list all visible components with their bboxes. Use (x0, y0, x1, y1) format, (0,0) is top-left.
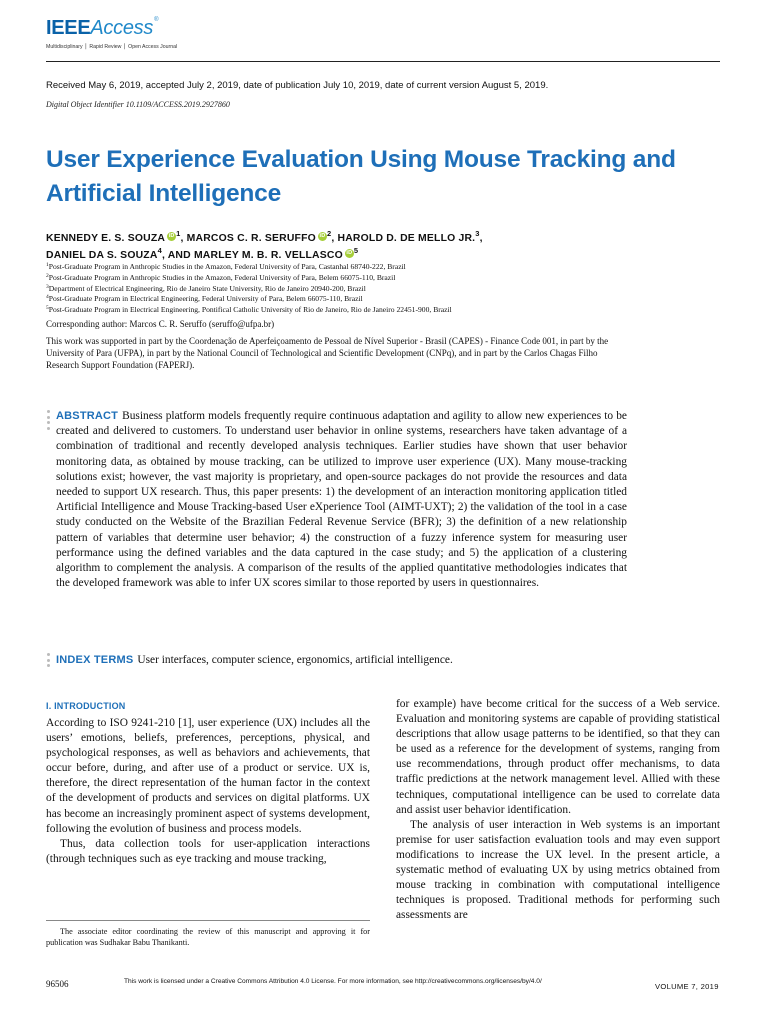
license-notice: This work is licensed under a Creative Commons Attribution 4.0 License. For more information, see http://creativecommons.org/licenses/by/4.0/ (124, 978, 542, 985)
intro-paragraph-2-continued: for example) have become critical for the success of a Web service. Evaluation and monitoring systems are capable of providing statistical descriptions that allow usage patterns to be identified, so that they can be used as a reference for the development of systems, ranging from use recommendations, through product offer mechanisms, to data traffic predictions at the network management level. Allied with these techniques, computational intelligence can be used to correlate data and assist user behavior identification. (396, 698, 720, 816)
orcid-icon[interactable]: iD (319, 233, 326, 239)
affiliation-item (46, 262, 726, 273)
page-number: 96506 (46, 979, 69, 989)
doi-line: Digital Object Identifier 10.1109/ACCESS.2019.2927860 (46, 100, 230, 109)
abstract (56, 409, 627, 591)
affiliation-number: 4 (46, 294, 49, 301)
affiliation-number: 2 (46, 272, 49, 279)
author-name: HAROLD D. DE MELLO JR. (337, 233, 476, 244)
orcid-icon[interactable]: iD (346, 250, 353, 256)
affiliation-text: Post-Graduate Program in Anthropic Studies in the Amazon, Federal University of Para, Belem 66075-110, Brazil (48, 272, 396, 282)
affiliation-text: Post-Graduate Program in Anthropic Studies in the Amazon, Federal University of Para, Castanhal 68740-222, Brazil (48, 262, 406, 271)
affiliation-item (46, 305, 726, 316)
index-terms-marker-icon (47, 653, 50, 670)
affiliation-text: Post-Graduate Program in Electrical Engineering, Federal University of Para, Belem 66075-110, Brazil (48, 294, 363, 304)
affiliation-number: 1 (46, 262, 49, 268)
footnote-divider (46, 920, 370, 921)
affiliation-text: Post-Graduate Program in Electrical Engineering, Pontifical Catholic University of Rio de Janeiro, Rio de Janeiro 22451-900, Brazil (48, 305, 452, 315)
author-name: KENNEDY E. S. SOUZA (46, 233, 166, 244)
index-terms-label: INDEX TERMS (56, 654, 134, 666)
logo-ieee-text: IEEE (46, 17, 91, 39)
index-terms (56, 653, 656, 668)
orcid-icon[interactable]: iD (168, 233, 175, 239)
volume-label: VOLUME 7, 2019 (655, 982, 719, 991)
author-affiliation-marker: 4 (157, 246, 162, 255)
affiliation-number: 5 (46, 305, 49, 312)
author-name: DANIEL DA S. SOUZA (46, 250, 158, 261)
logo-trademark: ® (154, 17, 159, 23)
received-dates: Received May 6, 2019, accepted July 2, 2019, date of publication July 10, 2019, date of current version August 5, 2019. (46, 80, 549, 91)
affiliation-item (46, 273, 726, 284)
logo-tagline: Multidisciplinary ⎪ Rapid Review ⎪ Open Access Journal (46, 44, 178, 50)
author-affiliation-marker: 3 (475, 229, 480, 238)
intro-paragraph-2: Thus, data collection tools for user-application interactions (through techniques such as eye tracking and mouse tracking, (46, 837, 370, 865)
abstract-marker-icon (47, 410, 50, 432)
intro-paragraph-3: The analysis of user interaction in Web systems is an important premise for user satisfaction evaluation tools and may even support modifications to increase the UX level. In the present article, a systematic method of evaluating UX by using metrics obtained from mouse tracking in combination with computational intelligence techniques is proposed. Traditional methods for performing such assessments are (396, 818, 720, 922)
author-separator: , (331, 233, 338, 244)
author-separator: , (180, 233, 187, 244)
affiliation-list (46, 262, 726, 316)
index-terms-text: User interfaces, computer science, ergonomics, artificial intelligence. (137, 654, 453, 666)
section-heading-introduction: I. INTRODUCTION (46, 701, 126, 711)
author-name: MARLEY M. B. R. VELLASCO (193, 250, 343, 261)
author-affiliation-marker: 1 (176, 229, 181, 238)
left-column (46, 716, 370, 867)
author-separator: , (479, 233, 483, 244)
author-affiliation-marker: 2 (326, 229, 332, 238)
abstract-label: ABSTRACT (56, 410, 119, 422)
paper-title: User Experience Evaluation Using Mouse Tracking and Artificial Intelligence (46, 146, 676, 207)
funding-statement: This work was supported in part by the Coordenação de Aperfeiçoamento de Pessoal de Nível Superior - Brasil (CAPES) - Finance Code 001, in part by the University of Para (UFPA), in part by the National Council of Technological and Scientific Development (CNPq), and in part by the Carlos Chagas Filho Research Support Foundation (FAPERJ). (46, 336, 609, 370)
abstract-text: Business platform models frequently require continuous adaptation and agility to allow new experiences to be created and delivered to customers. To understand user behavior in online systems, researchers have taken advantage of a combination of traditional and recently developed analysis techniques. Earlier studies have shown that user behavior monitoring data, as obtained by mouse tracking, can be utilized to improve user experience (UX). Many mouse-tracking solutions exist; however, the vast majority is proprietary, and open-source packages do not provide the resources and data needed to support UX research. Thus, this paper presents: 1) the development of an interaction monitoring application titled Artificial Intelligence and Mouse Tracking-based User eXperience Tool (AIMT-UXT); 2) the validation of the tool in a case study conducted on the Website of the Brazilian Federal Revenue Service (BFR); 3) the definition of a new relationship pattern of variables that determine user behavior; 4) the construction of a fuzzy inference system for measuring user performance using the defined variables and the data captured in the case study; and 5) the application of a clustering algorithm to complement the analysis. A comparison of the results of the applied quantitative methodologies indicates that the developed framework was able to infer UX scores similar to those reported by users in questionnaires. (56, 410, 627, 590)
editor-footnote: The associate editor coordinating the review of this manuscript and approving it for publication was Sudhakar Babu Thanikanti. (46, 927, 370, 948)
right-column (396, 697, 720, 923)
affiliation-number: 3 (46, 283, 49, 290)
header-divider (46, 61, 720, 62)
intro-paragraph-1: According to ISO 9241-210 [1], user experience (UX) includes all the users’ emotions, beliefs, preferences, perceptions, physical, and psychological responses, as well as behaviors and achievements, that occur before, during, and after use of a product or service. UX is, therefore, the direct representation of the human factor in the context of the development of products and services on digital platforms. UX has become an increasingly prominent aspect of systems development, following the evolution of business and process models. (46, 717, 370, 835)
author-separator: , AND (161, 250, 194, 261)
author-name: MARCOS C. R. SERUFFO (186, 233, 316, 244)
logo-access-text: Access (90, 17, 154, 39)
affiliation-text: Department of Electrical Engineering, Rio de Janeiro State University, Rio de Janeiro 20940-200, Brazil (48, 283, 366, 293)
affiliation-item (46, 284, 726, 295)
author-list (46, 230, 726, 264)
author-affiliation-marker: 5 (353, 246, 359, 255)
corresponding-author: Corresponding author: Marcos C. R. Seruffo (seruffo@ufpa.br) (46, 319, 275, 329)
journal-logo (46, 17, 158, 40)
affiliation-item (46, 294, 726, 305)
